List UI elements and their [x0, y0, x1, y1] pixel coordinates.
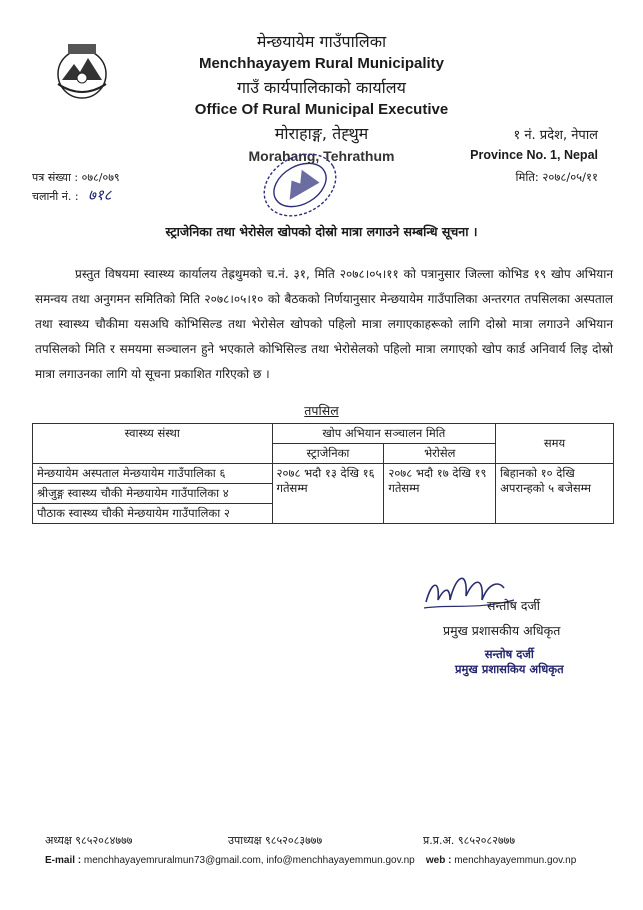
institution-row: श्रीजुङ्ग स्वास्थ्य चौकी मेन्छयायेम गाउँपालिका ४: [33, 484, 273, 504]
header-astrazeneca: स्ट्राजेनिका: [272, 444, 384, 464]
notice-body: प्रस्तुत विषयमा स्वास्थ्य कार्यालय तेह्रथुमको च.नं. ३१, मिति २०७८।०५।११ को पत्रानुसार जिल्ला कोभिड १९ खोप अभियान समन्वय तथा अनुगमन समितिको मिति २०७८।०५।१० को बैठकको निर्णयानुसार मेन्छयायेम गाउँपालिका अन्तरगत तपसिलका अस्पताल तथा स्वास्थ्य चौकीमा यसअघि कोभिसिल्ड तथा भेरोसेल खोपको पहिलो मात्रा लगाएकाहरूको लागि दोस्रो मात्रा लगाउने अभियान तपसिलको मिति र समयमा सञ्चालन हुने भएकाले कोभिसिल्ड तथा भेरोसेलको पहिलो मात्रा लगाएको खोप कार्ड अनिवार्य लिइ दोस्रो मात्रा लगाउनका लागि यो सूचना प्रकाशित गरिएको छ ।: [35, 267, 613, 381]
institution-row: मेन्छयायेम अस्पताल मेन्छयायेम गाउँपालिका ६: [33, 464, 273, 484]
chalani-number: [32, 185, 111, 205]
patra-sankhya: [32, 170, 120, 185]
email-label: E-mail :: [45, 855, 82, 866]
province-np: १ नं. प्रदेश, नेपाल: [513, 128, 598, 143]
chalani-label: चलानी नं. :: [32, 190, 79, 203]
seal-name: सन्तोष दर्जी: [484, 647, 534, 661]
signatory-title: प्रमुख प्रशासकीय अधिकृत: [443, 623, 561, 638]
place-np: मोराहाङ्ग, तेह्थुम: [274, 124, 369, 143]
notice-subject: स्ट्राजेनिका तथा भेरोसेल खोपको दोस्रो मात्रा लगाउने सम्बन्धि सूचना ।: [165, 224, 478, 239]
chair-phone: अध्यक्ष ९८५२०८४७७७: [45, 834, 133, 847]
patra-value: ०७८/०७९: [81, 171, 120, 184]
province-en: Province No. 1, Nepal: [470, 148, 598, 162]
header-institution: स्वास्थ्य संस्था: [33, 424, 273, 464]
vice-chair-phone: उपाध्यक्ष ९८५२०८३७७७: [228, 834, 323, 847]
chalani-value: ७१८: [88, 186, 112, 204]
footer-contact: [45, 855, 576, 866]
exec-office-np: गाउँ कार्यपालिकाको कार्यालय: [237, 78, 406, 97]
session-time: बिहानको १० देखि अपरान्हको ५ बजेसम्म: [496, 464, 614, 524]
astrazeneca-dates: २०७८ भदौ १३ देखि १६ गतेसम्म: [272, 464, 384, 524]
web-value[interactable]: menchhayayemmun.gov.np: [454, 855, 577, 866]
schedule-title: तपसिल: [304, 403, 339, 418]
cao-phone: प्र.प्र.अ. ९८५२०८२७७७: [423, 834, 516, 847]
web-label: web :: [425, 855, 452, 866]
exec-office-en: Office Of Rural Municipal Executive: [194, 101, 449, 118]
office-name-en: Menchhayayem Rural Municipality: [198, 55, 445, 72]
header-date-group: खोप अभियान सञ्चालन मिति: [272, 424, 496, 444]
schedule-table: [32, 423, 614, 524]
letter-date: [515, 170, 598, 185]
verocell-dates: २०७८ भदौ १७ देखि १९ गतेसम्म: [384, 464, 496, 524]
office-stamp: [255, 150, 345, 220]
header-verocell: भेरोसेल: [384, 444, 496, 464]
signatory-seal: [455, 647, 564, 677]
signatory-name: सन्तोष दर्जी: [487, 598, 541, 613]
email-value[interactable]: menchhayayemruralmun73@gmail.com, info@menchhayayemmun.gov.np: [83, 855, 415, 866]
patra-label: पत्र संख्या :: [32, 171, 79, 184]
place-en: Morahang, Tehrathum: [248, 148, 395, 164]
seal-title: प्रमुख प्रशासकिय अधिकृत: [455, 662, 564, 676]
date-label: मिति:: [515, 170, 539, 184]
institution-row: पौठाक स्वास्थ्य चौकी मेन्छयायेम गाउँपालिका २: [33, 504, 273, 524]
date-value: २०७८/०५/११: [542, 170, 598, 184]
header-time: समय: [496, 424, 614, 464]
office-name-np: मेन्छयायेम गाउँपालिका: [256, 32, 387, 51]
